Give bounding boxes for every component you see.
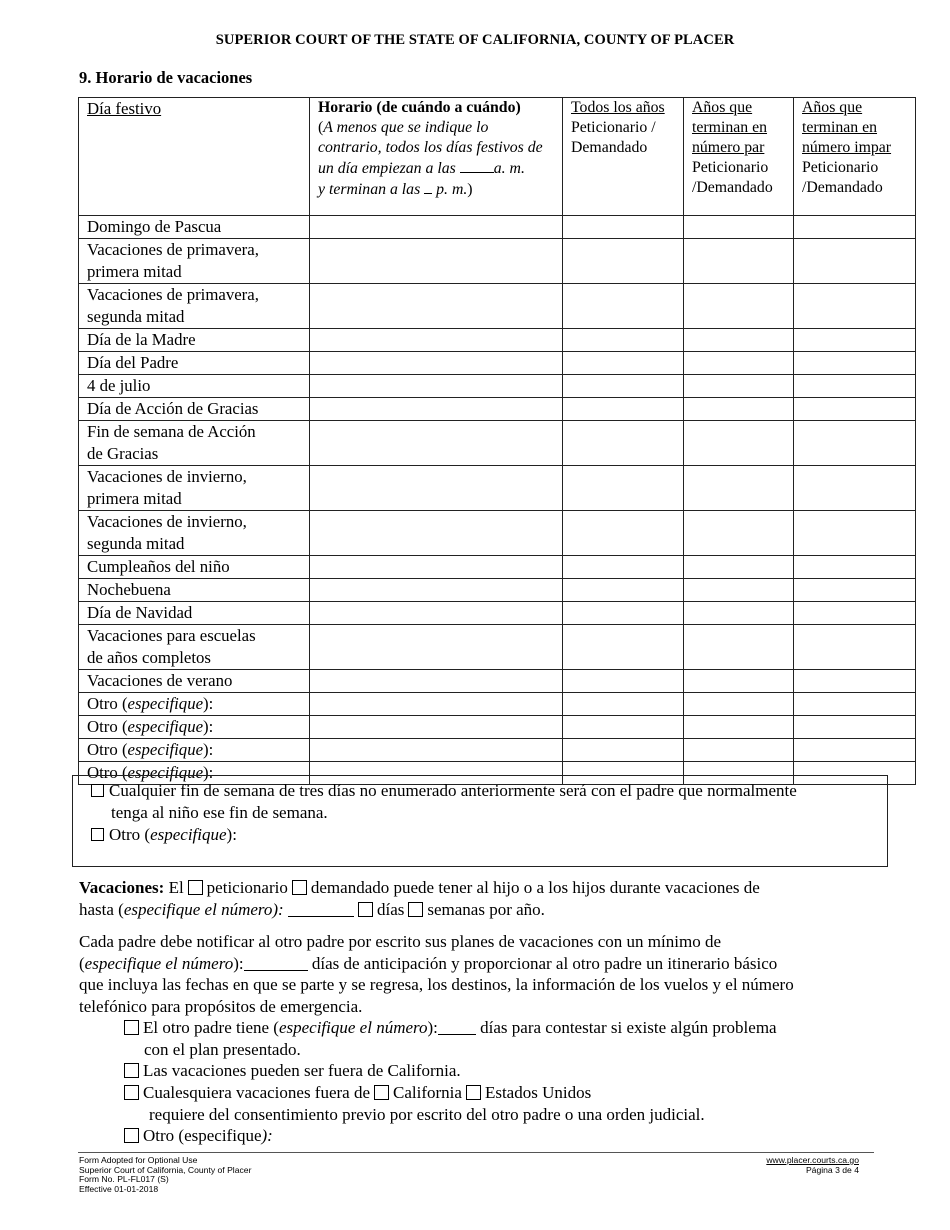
odd-years-cell[interactable] [794, 670, 916, 693]
every-year-cell[interactable] [563, 239, 684, 284]
table-row [79, 284, 916, 329]
even-years-cell[interactable] [684, 398, 794, 421]
every-year-cell[interactable] [563, 556, 684, 579]
every-year-cell[interactable] [563, 352, 684, 375]
table-row [79, 625, 916, 670]
table-row [79, 739, 916, 762]
other-option-checkbox[interactable] [124, 1128, 139, 1143]
even-years-cell[interactable] [684, 625, 794, 670]
holiday-name-cell: Fin de semana de Acción de Gracias [79, 421, 310, 466]
odd-years-cell[interactable] [794, 216, 916, 239]
odd-years-cell[interactable] [794, 398, 916, 421]
even-years-cell[interactable] [684, 511, 794, 556]
vacation-paragraph: Vacaciones: El peticionario demandado puede tener al hijo o a los hijos durante vacaciones de hasta (especifique el número): días semanas por año. [79, 878, 760, 919]
schedule-cell[interactable] [310, 602, 563, 625]
schedule-cell[interactable] [310, 352, 563, 375]
schedule-cell[interactable] [310, 739, 563, 762]
col-odd-years-header: Años que terminan en número impar Peticionario /Demandado [794, 98, 916, 216]
odd-years-cell[interactable] [794, 625, 916, 670]
every-year-cell[interactable] [563, 216, 684, 239]
option-response-days: El otro padre tiene (especifique el número): días para contestar si existe algún problema con el plan presentado. [124, 1017, 884, 1060]
option-consent-required: Cualesquiera vacaciones fuera de California Estados Unidos requiere del consentimiento previo por escrito del otro padre o una orden judicial. [124, 1082, 884, 1125]
every-year-cell[interactable] [563, 739, 684, 762]
three-day-weekend-checkbox[interactable] [91, 784, 104, 797]
odd-years-cell[interactable] [794, 716, 916, 739]
outside-california-checkbox[interactable] [124, 1063, 139, 1078]
table-row [79, 556, 916, 579]
even-years-cell[interactable] [684, 579, 794, 602]
odd-years-cell[interactable] [794, 602, 916, 625]
notice-paragraph: Cada padre debe notificar al otro padre por escrito sus planes de vacaciones con un mínimo de (especifique el número): días de anticipación y proporcionar al otro padre un itinerario básico que incluya las fechas en que se parte y se regresa, los destinos, la información de los vuelos y el número telefónico para propósitos de emergencia. [79, 932, 794, 1016]
schedule-cell[interactable] [310, 398, 563, 421]
holiday-name-cell: Otro (especifique): [79, 739, 310, 762]
even-years-cell[interactable] [684, 716, 794, 739]
every-year-cell[interactable] [563, 670, 684, 693]
table-row [79, 716, 916, 739]
even-years-cell[interactable] [684, 670, 794, 693]
schedule-cell[interactable] [310, 511, 563, 556]
table-row [79, 329, 916, 352]
even-years-cell[interactable] [684, 239, 794, 284]
even-years-cell[interactable] [684, 556, 794, 579]
footer-form-info: Form Adopted for Optional Use Superior Court of California, County of Placer Form No. PL-FL017 (S) Effective 01-01-2018 [79, 1155, 252, 1194]
odd-years-cell[interactable] [794, 511, 916, 556]
schedule-cell[interactable] [310, 716, 563, 739]
holiday-name-cell: Vacaciones de verano [79, 670, 310, 693]
court-title: SUPERIOR COURT OF THE STATE OF CALIFORNIA, COUNTY OF PLACER [215, 32, 735, 48]
schedule-cell[interactable] [310, 556, 563, 579]
odd-years-cell[interactable] [794, 421, 916, 466]
odd-years-cell[interactable] [794, 693, 916, 716]
schedule-cell[interactable] [310, 329, 563, 352]
odd-years-cell[interactable] [794, 329, 916, 352]
days-checkbox[interactable] [358, 902, 373, 917]
schedule-cell[interactable] [310, 579, 563, 602]
even-years-cell[interactable] [684, 693, 794, 716]
every-year-cell[interactable] [563, 421, 684, 466]
option-outside-california: Las vacaciones pueden ser fuera de California. [124, 1060, 884, 1082]
odd-years-cell[interactable] [794, 239, 916, 284]
holiday-schedule-table [78, 97, 916, 785]
odd-years-cell[interactable] [794, 466, 916, 511]
schedule-cell[interactable] [310, 239, 563, 284]
footer-page-info [700, 1156, 859, 1175]
every-year-cell[interactable] [563, 602, 684, 625]
table-row [79, 466, 916, 511]
table-row [79, 693, 916, 716]
odd-years-cell[interactable] [794, 352, 916, 375]
footer-divider [78, 1152, 874, 1153]
col-holiday-header: Día festivo [79, 98, 310, 216]
even-years-cell[interactable] [684, 284, 794, 329]
schedule-cell[interactable] [310, 421, 563, 466]
even-years-cell[interactable] [684, 375, 794, 398]
consent-required-checkbox[interactable] [124, 1085, 139, 1100]
holiday-name-cell: Día de la Madre [79, 329, 310, 352]
table-row [79, 421, 916, 466]
even-years-cell[interactable] [684, 329, 794, 352]
page-number: Página 3 de 4 [805, 1164, 859, 1175]
holiday-name-cell: Domingo de Pascua [79, 216, 310, 239]
table-row [79, 239, 916, 284]
even-years-cell[interactable] [684, 352, 794, 375]
odd-years-cell[interactable] [794, 375, 916, 398]
option-other: Otro (especifique): [124, 1125, 884, 1147]
weeks-checkbox[interactable] [408, 902, 423, 917]
every-year-cell[interactable] [563, 375, 684, 398]
court-website-link[interactable]: www.placer.courts.ca.go [766, 1155, 859, 1165]
every-year-cell[interactable] [563, 625, 684, 670]
section-title: 9. Horario de vacaciones [79, 68, 253, 87]
every-year-cell[interactable] [563, 466, 684, 511]
every-year-cell[interactable] [563, 716, 684, 739]
holiday-name-cell: Otro (especifique): [79, 693, 310, 716]
col-schedule-header: Horario (de cuándo a cuándo) (A menos que se indique lo contrario, todos los días festivos de un día empiezan a las a. m. y terminan a las p. m.) [310, 98, 563, 216]
col-even-years-header: Años que terminan en número par Peticionario /Demandado [684, 98, 794, 216]
notice-days-field[interactable] [244, 954, 308, 971]
holiday-name-cell: Vacaciones de primavera, segunda mitad [79, 284, 310, 329]
holiday-name-cell: Vacaciones de invierno, segunda mitad [79, 511, 310, 556]
holiday-name-cell: Día de Navidad [79, 602, 310, 625]
holiday-name-cell: Cumpleaños del niño [79, 556, 310, 579]
even-years-cell[interactable] [684, 602, 794, 625]
even-years-cell[interactable] [684, 466, 794, 511]
every-year-cell[interactable] [563, 329, 684, 352]
schedule-cell[interactable] [310, 625, 563, 670]
odd-years-cell[interactable] [794, 579, 916, 602]
odd-years-cell[interactable] [794, 556, 916, 579]
odd-years-cell[interactable] [794, 284, 916, 329]
response-days-field[interactable] [438, 1018, 476, 1035]
holiday-name-cell: Día del Padre [79, 352, 310, 375]
every-year-cell[interactable] [563, 511, 684, 556]
every-year-cell[interactable] [563, 398, 684, 421]
table-row [79, 398, 916, 421]
holiday-name-cell: Otro (especifique): [79, 716, 310, 739]
table-row [79, 602, 916, 625]
schedule-cell[interactable] [310, 693, 563, 716]
united-states-checkbox[interactable] [466, 1085, 481, 1100]
holiday-name-cell: Día de Acción de Gracias [79, 398, 310, 421]
holiday-name-cell: Vacaciones de primavera, primera mitad [79, 239, 310, 284]
holiday-name-cell: 4 de julio [79, 375, 310, 398]
schedule-cell[interactable] [310, 375, 563, 398]
schedule-cell[interactable] [310, 670, 563, 693]
california-checkbox[interactable] [374, 1085, 389, 1100]
even-years-cell[interactable] [684, 421, 794, 466]
table-header-row [79, 98, 916, 216]
three-day-weekend-box: Cualquier fin de semana de tres días no enumerado anteriormente será con el padre que normalmente tenga al niño ese fin de semana. Otro (especifique): [72, 775, 888, 867]
col-every-year-header: Todos los años Peticionario / Demandado [563, 98, 684, 216]
holiday-name-cell: Nochebuena [79, 579, 310, 602]
vacation-number-field[interactable] [288, 900, 354, 917]
even-years-cell[interactable] [684, 739, 794, 762]
box-other-checkbox[interactable] [91, 828, 104, 841]
petitioner-checkbox[interactable] [188, 880, 203, 895]
table-row [79, 511, 916, 556]
response-days-checkbox[interactable] [124, 1020, 139, 1035]
table-row [79, 579, 916, 602]
holiday-name-cell: Vacaciones de invierno, primera mitad [79, 466, 310, 511]
odd-years-cell[interactable] [794, 739, 916, 762]
holiday-name-cell: Vacaciones para escuelas de años completos [79, 625, 310, 670]
schedule-cell[interactable] [310, 216, 563, 239]
table-row [79, 216, 916, 239]
table-row [79, 670, 916, 693]
even-years-cell[interactable] [684, 216, 794, 239]
schedule-cell[interactable] [310, 284, 563, 329]
table-row [79, 352, 916, 375]
schedule-cell[interactable] [310, 466, 563, 511]
holiday-name-cell: Otro (especifique): [79, 762, 310, 785]
every-year-cell[interactable] [563, 693, 684, 716]
every-year-cell[interactable] [563, 579, 684, 602]
respondent-checkbox[interactable] [292, 880, 307, 895]
table-row [79, 375, 916, 398]
every-year-cell[interactable] [563, 284, 684, 329]
